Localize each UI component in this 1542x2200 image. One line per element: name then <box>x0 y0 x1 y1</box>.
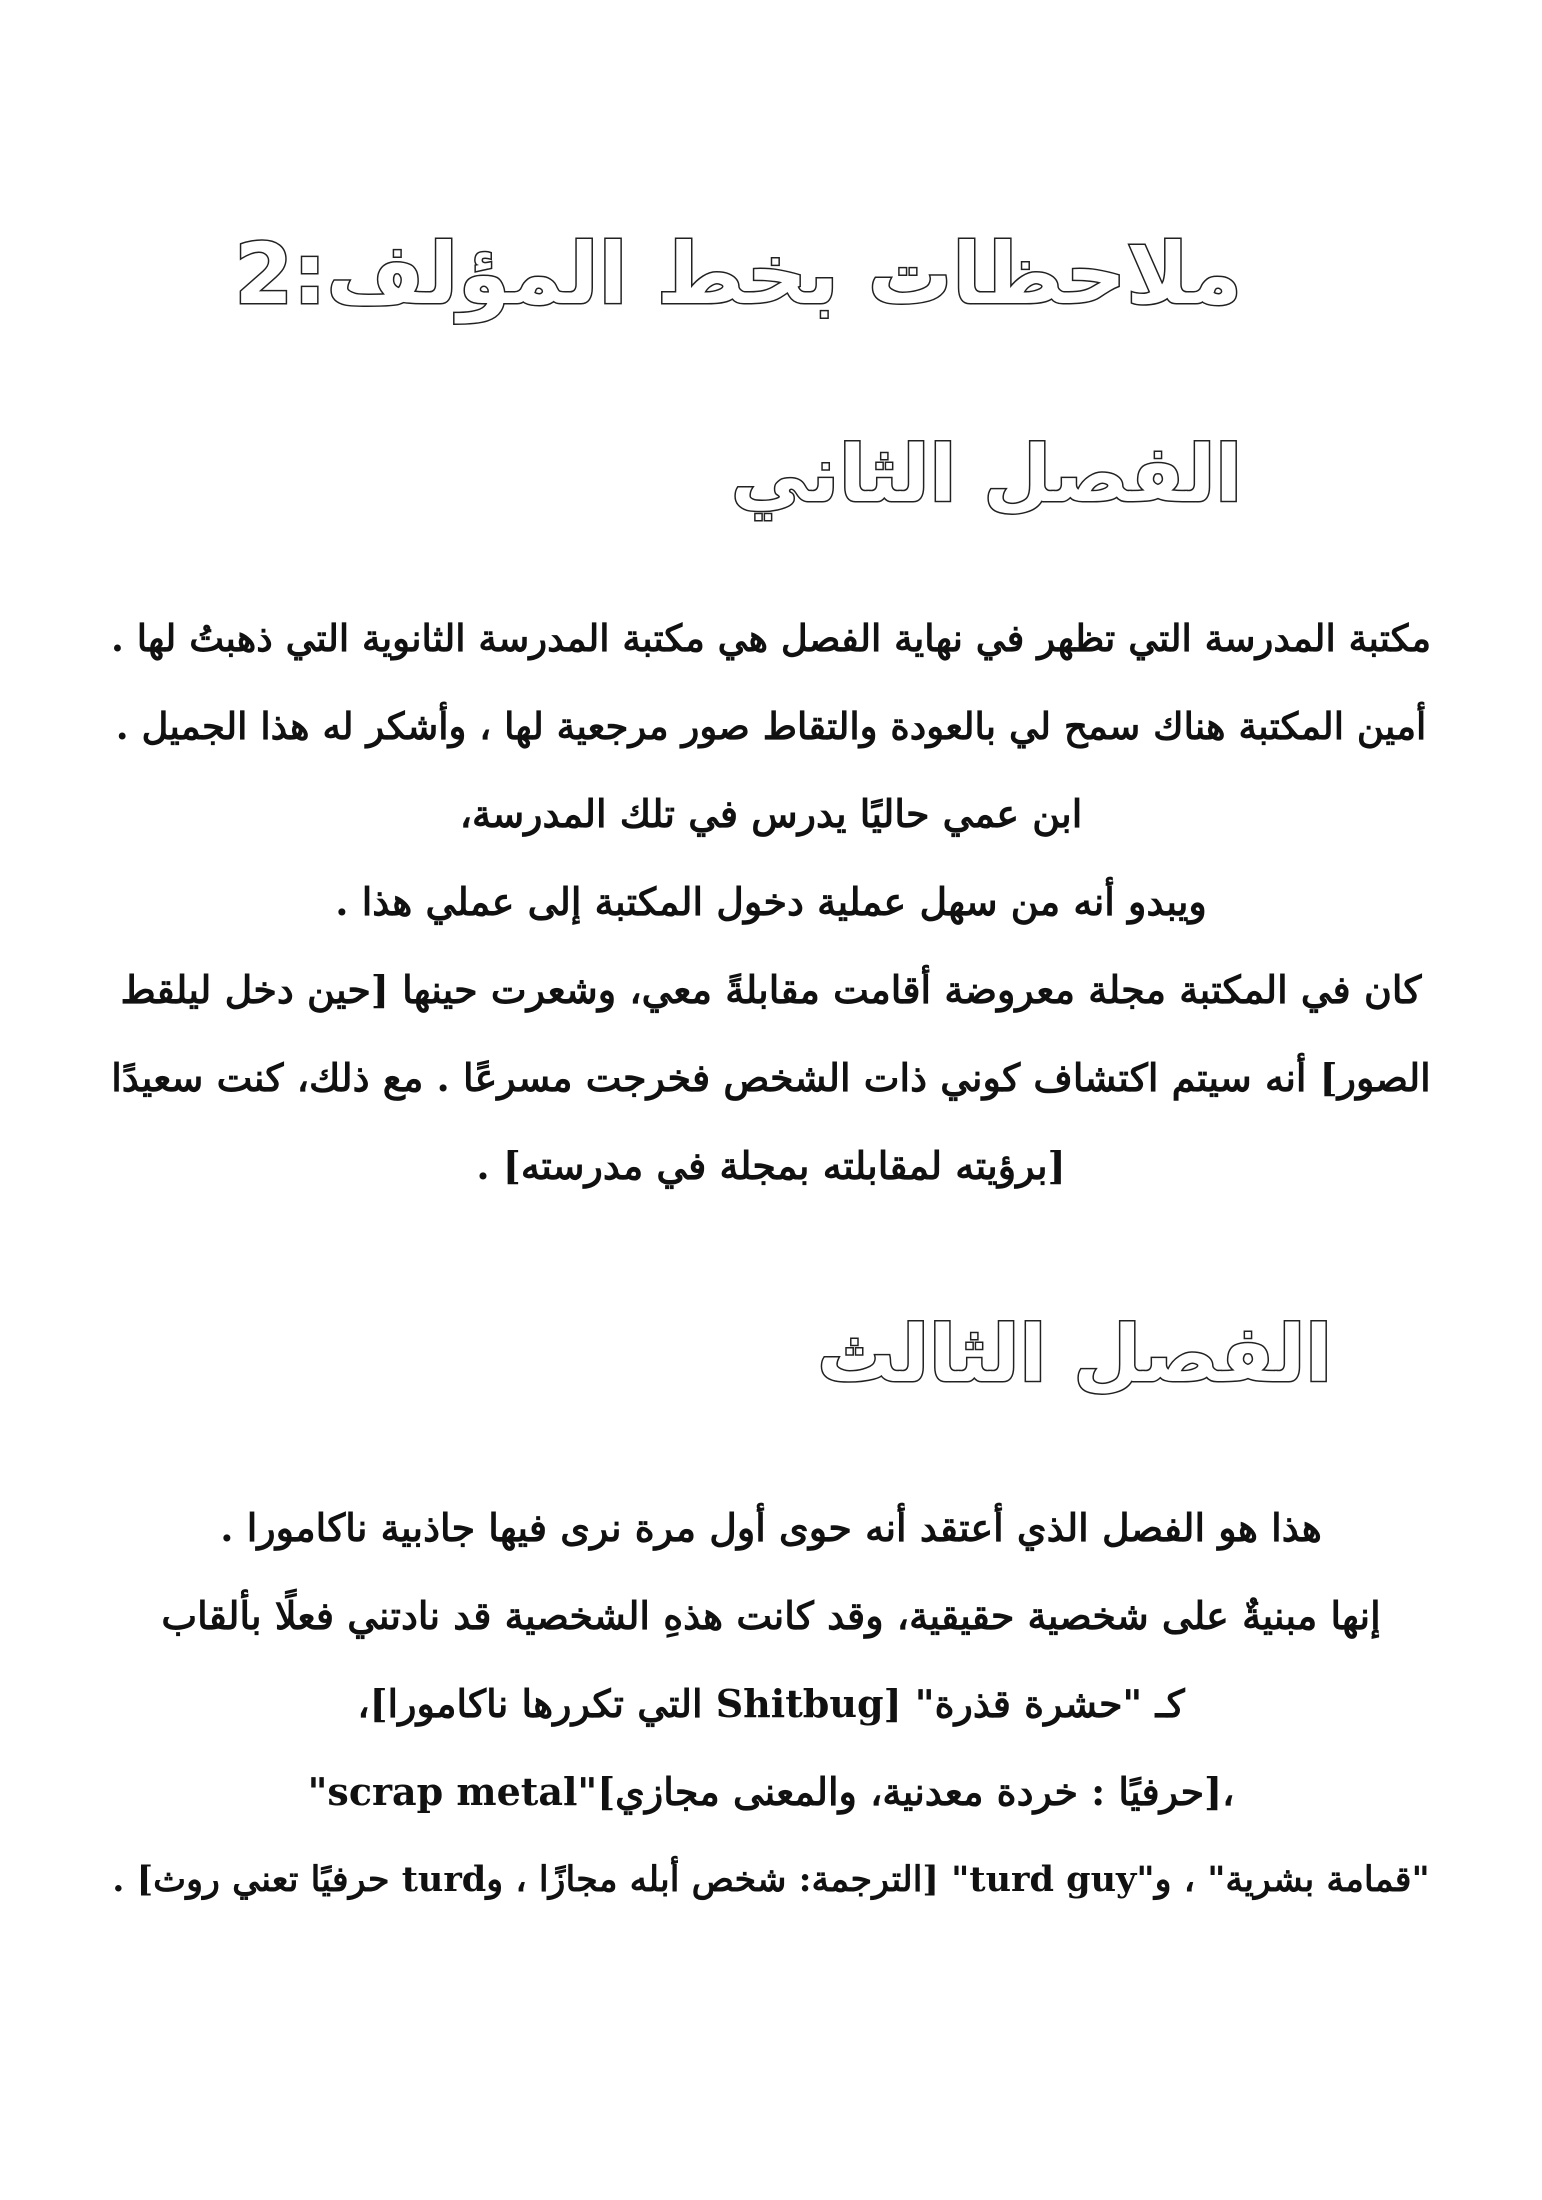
note-line: إنها مبنيةٌ على شخصية حقيقية، وقد كانت هذهِ الشخصية قد نادتني فعلًا بألقاب <box>161 1593 1381 1638</box>
chapter-two-heading: الفصل الثاني <box>730 430 1242 520</box>
chapter-two-notes <box>110 594 1432 1210</box>
note-line: ابن عمي حاليًا يدرس في تلك المدرسة، <box>459 791 1083 836</box>
chapter-three-heading: الفصل الثالث <box>817 1310 1332 1400</box>
note-line: "قمامة بشرية" ، و"turd guy" [الترجمة: شخص أبله مجازًا ، وturd حرفيًا تعني روث] . <box>112 1859 1430 1900</box>
note-line: أمين المكتبة هناك سمح لي بالعودة والتقاط صور مرجعية لها ، وأشكر له هذا الجميل . <box>115 704 1427 748</box>
note-line: "scrap metal"[حرفيًا : خردة معدنية، والمعنى مجازي]، <box>307 1769 1235 1814</box>
note-line: هذا هو الفصل الذي أعتقد أنه حوى أول مرة نرى فيها جاذبية ناكامورا . <box>220 1505 1322 1550</box>
note-line: مكتبة المدرسة التي تظهر في نهاية الفصل هي مكتبة المدرسة الثانوية التي ذهبتُ لها . <box>110 616 1432 660</box>
note-line: الصور] أنه سيتم اكتشاف كوني ذات الشخص فخرجت مسرعًا . مع ذلك، كنت سعيدًا <box>111 1055 1431 1100</box>
page-title: ملاحظات بخط المؤلف:2 <box>234 225 1242 323</box>
note-line: كان في المكتبة مجلة معروضة أقامت مقابلةً معي، وشعرت حينها [حين دخل ليلقط <box>120 967 1422 1012</box>
note-line: كـ "حشرة قذرة" [Shitbug التي تكررها ناكامورا]، <box>357 1681 1185 1726</box>
chapter-three-notes <box>110 1484 1432 1924</box>
note-line: ويبدو أنه من سهل عملية دخول المكتبة إلى عملي هذا . <box>335 879 1207 924</box>
note-line: [برؤيته لمقابلته بمجلة في مدرسته] . <box>476 1143 1066 1188</box>
